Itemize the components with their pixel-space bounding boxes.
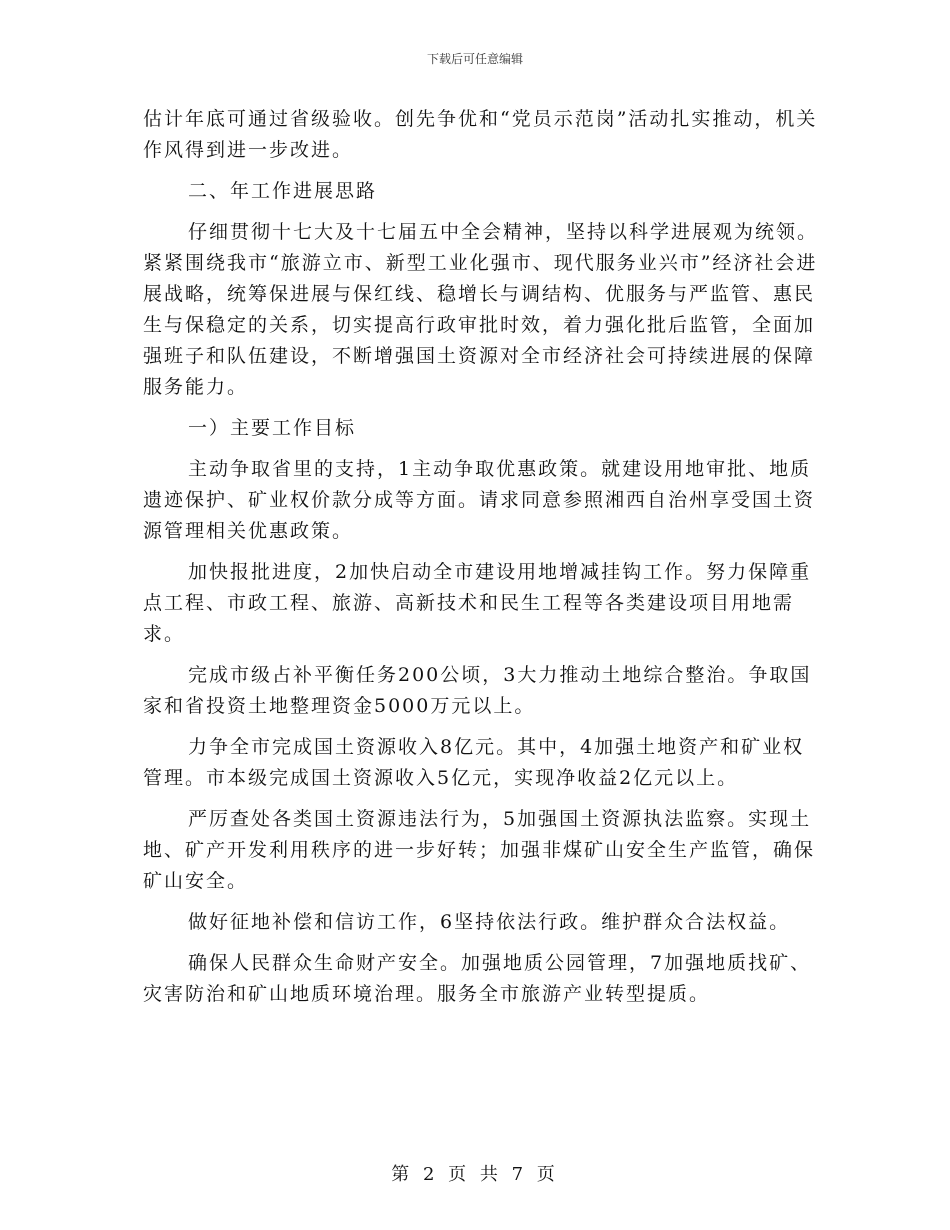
paragraph-3: 仔细贯彻十七大及十七届五中全会精神，坚持以科学进展观为统领。紧紧围绕我市“旅游立市、新型工业化强市、现代服务业兴市”经济社会进展战略，统筹保进展与保红线、稳增长与调结构、优服务与严监管、惠民生与保稳定的关系，切实提高行政审批时效，着力强化批后监管，全面加强班子和队伍建设，不断增强国土资源对全市经济社会可持续进展的保障服务能力。 <box>143 221 819 398</box>
page-header-note: 下载后可任意编辑 <box>426 52 523 66</box>
paragraph-11: 确保人民群众生命财产安全。加强地质公园管理，7加强地质找矿、灾害防治和矿山地质环境治理。服务全市旅游产业转型提质。 <box>143 952 812 1005</box>
paragraph-7: 完成市级占补平衡任务200公顷，3大力推动土地综合整治。争取国家和省投资土地整理资金5000万元以上。 <box>143 664 812 717</box>
page-number-footer: 第 2 页 共 7 页 <box>391 1164 559 1185</box>
paragraph-5: 主动争取省里的支持，1主动争取优惠政策。就建设用地审批、地质遗迹保护、矿业权价款分成等方面。请求同意参照湘西自治州享受国土资源管理相关优惠政策。 <box>143 458 816 542</box>
paragraph-6: 加快报批进度，2加快启动全市建设用地增减挂钩工作。努力保障重点工程、市政工程、旅游、高新技术和民生工程等各类建设项目用地需求。 <box>143 561 812 645</box>
section-heading-2: 二、年工作进展思路 <box>188 180 378 202</box>
paragraph-8: 力争全市完成国土资源收入8亿元。其中，4加强土地资产和矿业权管理。市本级完成国土资源收入5亿元，实现净收益2亿元以上。 <box>143 736 805 789</box>
paragraph-1: 估计年底可通过省级验收。创先争优和“党员示范岗”活动扎实推动，机关作风得到进一步改进。 <box>143 108 818 161</box>
subsection-heading-4: 一）主要工作目标 <box>188 417 357 439</box>
document-body <box>143 104 823 1020</box>
paragraph-9: 严厉查处各类国土资源违法行为，5加强国土资源执法监察。实现土地、矿产开发利用秩序的进一步好转；加强非煤矿山安全生产监管，确保矿山安全。 <box>143 808 816 892</box>
paragraph-10: 做好征地补偿和信访工作，6坚持依法行政。维护群众合法权益。 <box>188 911 791 933</box>
